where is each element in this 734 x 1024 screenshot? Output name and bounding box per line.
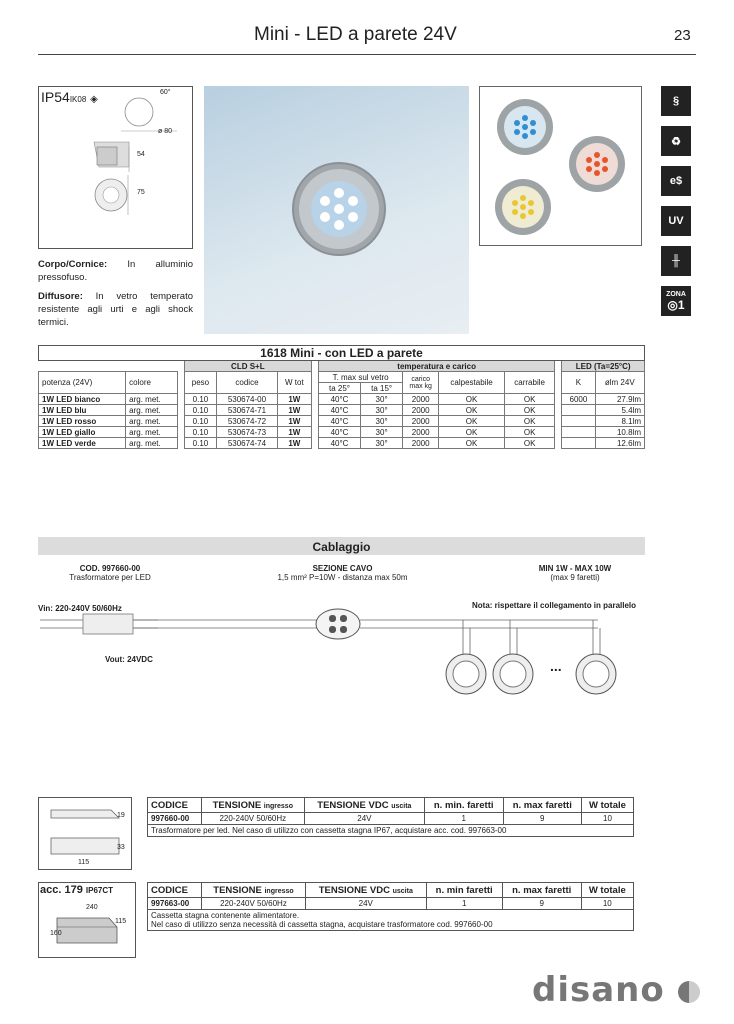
angle-label: 60°	[160, 89, 171, 96]
table-row: 997663-00 220-240V 50/60Hz 24V 1 9 10	[148, 898, 634, 910]
brand-logo: disano	[532, 970, 700, 1010]
diameter-label: ø 80	[158, 128, 173, 135]
product-description: Corpo/Cornice: In alluminio pressofuso. Diffusore: In vetro temperato resistente agli urti e agli shock termici.	[38, 259, 193, 328]
enec-icon: §	[661, 86, 691, 116]
uv-icon: UV	[661, 206, 691, 236]
energy-saving-icon: e$	[661, 166, 691, 196]
table-row: 1W LED blu arg. met. 0.10 530674-71 1W 40°C 30° 2000 OK OK 5.4lm	[39, 405, 645, 416]
acc-label: acc. 179 IP67CT	[40, 884, 114, 896]
page-number: 23	[674, 27, 691, 44]
certification-icons	[661, 86, 693, 326]
dim-33: 33	[117, 844, 125, 851]
recycle-icon: ♻	[661, 126, 691, 156]
parallel-note: Nota: rispettare il collegamento in parallelo	[472, 601, 637, 610]
product-dimension-drawing	[39, 87, 192, 248]
table-row: 1W LED verde arg. met. 0.10 530674-74 1W 40°C 30° 2000 OK OK 12.6lm	[39, 438, 645, 449]
table-row: 1W LED bianco arg. met. 0.10 530674-00 1W 40°C 30° 2000 OK OK 6000 27.9lm	[39, 394, 645, 405]
glow-wire-icon: ╫	[661, 246, 691, 276]
product-table-title: 1618 Mini - con LED a parete	[39, 346, 645, 361]
product-table: 1618 Mini - con LED a parete CLD S+L temperatura e carico LED (Ta=25°C) potenza (24V) colore peso codice W tot T. max sul vetro carico max kg calpestabile carrabile K ølm 24V ta 25° ta 15° 1W LED bianco arg. met. 0.10 530674-00 1W 40°C 30° 2000 OK OK 6000 27.9lm 1W LED blu arg. met. 0.10 530674-71 1W 40°C 30° 2000 OK OK 5.4lm 1W LED rosso arg. met. 0.10 530674-72 1W 40°C 30° 2000 OK OK 8.1lm 1W LED giallo arg. met. 0.10 530674-73 1W 40°C 30° 2000 OK OK 10.8lm 1W LED verde arg. met. 0.10 530674-74 1W 40°C 30° 2000 OK OK 12.6lm	[38, 345, 645, 449]
dim-label-75: 75	[137, 189, 145, 196]
vout-label: Vout: 24VDC	[105, 655, 153, 664]
table-row: 997660-00 220-240V 50/60Hz 24V 1 9 10	[148, 813, 634, 825]
table-row: 1W LED giallo arg. met. 0.10 530674-73 1W 40°C 30° 2000 OK OK 10.8lm	[39, 427, 645, 438]
page-title: Mini - LED a parete 24V	[254, 24, 457, 45]
acc-table: CODICE TENSIONE ingresso TENSIONE VDC uscita n. min faretti n. max faretti W totale 997663-00 220-240V 50/60Hz 24V 1 9 10 Cassetta stagna contenente alimentatore. Nel caso di utilizzo senza necessità di cassetta stagna, acquistare trasformatore cod. 997660-00	[147, 882, 634, 931]
header-divider	[38, 54, 696, 55]
more-fixtures-ellipsis: ...	[550, 658, 562, 674]
dim-label-54: 54	[137, 151, 145, 158]
min-max-block: MIN 1W - MAX 10W (max 9 faretti)	[538, 564, 612, 582]
vin-label: Vin: 220-240V 50/60Hz	[38, 604, 122, 613]
trafo-table: CODICE TENSIONE ingresso TENSIONE VDC uscita n. min. faretti n. max faretti W totale 997660-00 220-240V 50/60Hz 24V 1 9 10 Trasformatore per led. Nel caso di utilizzo con cassetta stagna IP67, acquistare acc. cod. 997663-00	[147, 797, 634, 837]
cablaggio-title: Cablaggio	[312, 540, 371, 554]
dim-115b: 115	[115, 918, 127, 925]
product-photo-colors	[479, 86, 642, 246]
dim-115: 115	[78, 859, 90, 866]
dim-19: 19	[117, 812, 125, 819]
cod-trafo-block: COD. 997660-00 Trasformatore per LED	[69, 564, 151, 582]
dim-240: 240	[86, 904, 98, 911]
dimension-drawing-box	[38, 86, 193, 249]
zona-1-icon: ZONA ◎1	[661, 286, 691, 316]
table-row: 1W LED rosso arg. met. 0.10 530674-72 1W 40°C 30° 2000 OK OK 8.1lm	[39, 416, 645, 427]
sezione-cavo-block: SEZIONE CAVO 1,5 mm² P=10W - distanza max 50m	[277, 564, 408, 582]
product-photo-main	[204, 86, 469, 334]
dim-160: 160	[50, 930, 62, 937]
wiring-diagram	[38, 608, 648, 698]
ip-rating: IP54IK08 ◈	[41, 89, 98, 105]
